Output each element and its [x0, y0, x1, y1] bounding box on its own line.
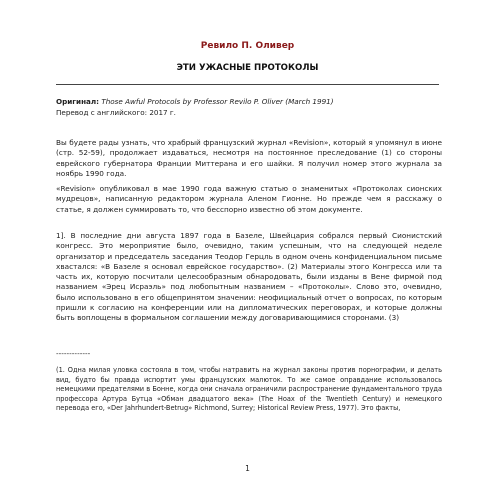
- translation-line: Перевод с английского: 2017 г.: [56, 108, 176, 117]
- paragraph-2: «Revision» опубликовал в мае 1990 года важную статью о знаменитых «Протоколах сионских мудрецов», написанную редактором журнала Аленом Гионне. Но прежде чем я расскажу о статье, я должен суммировать то, что бесспорно известно об этом документе.: [56, 184, 442, 214]
- page-number: 1: [245, 464, 250, 473]
- original-line: Оригинал: Those Awful Protocols by Professor Revilo P. Oliver (March 1991): [56, 97, 334, 106]
- footnote-1: (1. Одна милая уловка состояла в том, чтобы натравить на журнал законы против порнографии, и делать вид, будто бы правда испортит умы французских малюток. То же самое оправдание использовалось немецкими предателями в Бонне, когда они сначала ограничили распространение фундаментального труда профессора Артура Бутца «Обман двадцатого века» (The Hoax of the Twentieth Century) и немецкого перевода его, «Der Jahrhundert-Betrug» Richmond, Surrey; Historical Review Press, 1977). Это факты,: [56, 366, 442, 413]
- original-label: Оригинал: [56, 97, 97, 106]
- paragraph-3: 1]. В последние дни августа 1897 года в Базеле, Швейцария собрался первый Сионистский конгресс. Это мероприятие было, очевидно, таким успешным, что на следующей неделе организатор и председатель заседания Теодор Герцль в одном очень конфиденциальном письме хвастался: «В Базеле я основал еврейское государство». (2) Материалы этого Конгресса или та часть их, которую посчитали целесообразным обнародовать, были изданы в Вене фирмой под названием «Эрец Исраэль» под любопытным названием – «Протоколы». Слово это, очевидно, было использовано в его общепринятом значении: неофициальный отчет о вопросах, по которым пришли к согласию на конференции или на дипломатических переговорах, и которые должны быть воплощены в формальном соглашении между договаривающимися сторонами. (3): [56, 231, 442, 323]
- paragraph-1: Вы будете рады узнать, что храбрый французский журнал «Revision», который я упомянул в июне (стр. 52-59), продолжает издаваться, несмотря на постоянное преследование (1) со стороны еврейского губернатора Франции Миттерана и его шайки. Я получил номер этого журнала за ноябрь 1990 года.: [56, 138, 442, 178]
- source-info: [56, 96, 446, 118]
- document-title: ЭТИ УЖАСНЫЕ ПРОТОКОЛЫ: [176, 63, 319, 73]
- footnote-separator: -------------: [56, 349, 91, 358]
- author-name: Ревило П. Оливер: [200, 41, 295, 51]
- original-source-text: Those Awful Protocols by Professor Revilo P. Oliver (March 1991): [101, 97, 334, 106]
- title-divider: [56, 84, 439, 85]
